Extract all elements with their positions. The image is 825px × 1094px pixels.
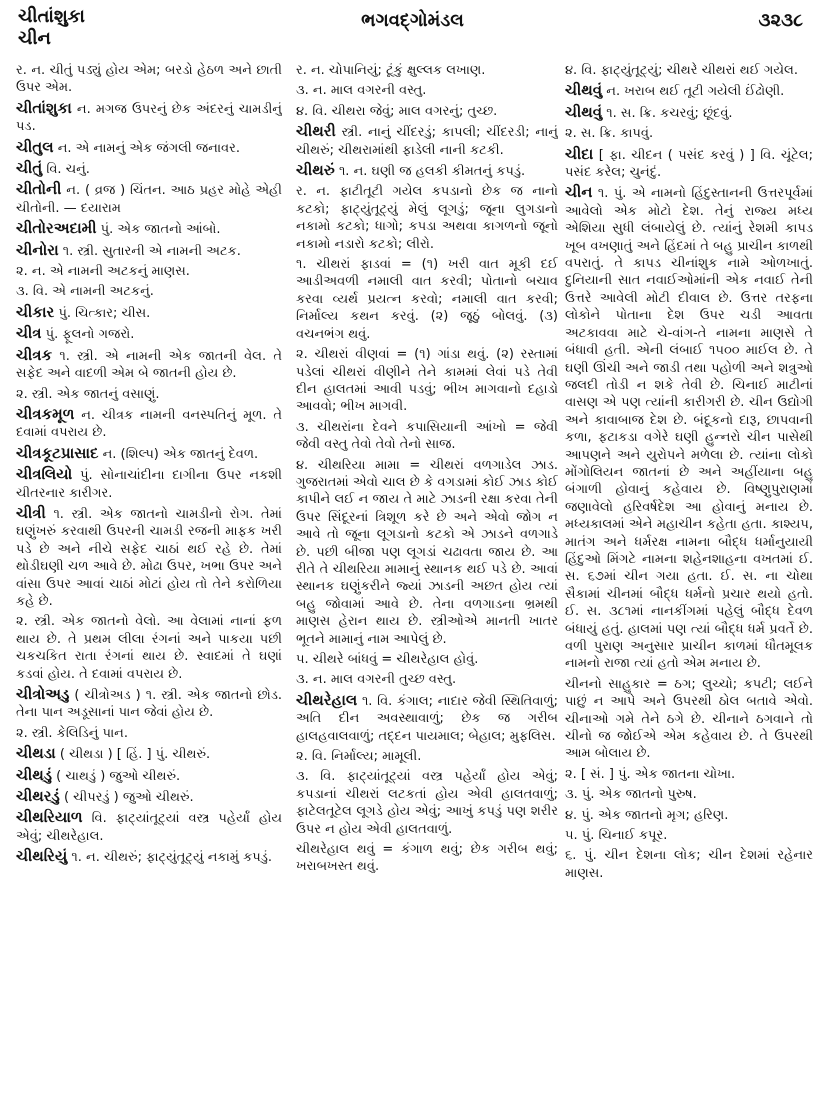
- entry-definition: ૨. સ્ત્રી. એક જાતનું વસાણું.: [16, 386, 160, 402]
- dictionary-entry: [16, 283, 282, 300]
- entry-headword: ચીતુલ: [16, 137, 54, 156]
- dictionary-entry: [16, 242, 282, 260]
- dictionary-entry: [16, 613, 282, 683]
- entry-headword: ચીથરેહાલ: [296, 690, 358, 709]
- entry-definition: ર. ન. ફાટીતૂટી ગયેલ કપડાનો છેક જ નાનો કટકો; ફાટ્યુંતૂટ્યું મેલું લૂગડું; જૂના લુગડાનો નકામો કટકો; ધાગો; કપડા અથવા કાગળનો જૂનો નકામો નડારો કટકો; લીરો.: [296, 184, 558, 252]
- dictionary-entry: [296, 103, 558, 120]
- entry-definition: ૩. વિ. ફાટ્યાંતૂટ્યાં વસ્ત્ર પહેર્યાં હોય એવું; કપડાનાં ચીથરાં લટકતાં હોય એવી હાલતવાળું; ફાટેલતૂટેલ લૂગડે હોય એવું; આખું કપડું પણ શરીર ઉપર ન હોય એવી હાલતવાળું.: [296, 769, 558, 837]
- entry-definition: ૩. ન. માલ વગરની તુચ્છ વસ્તુ.: [296, 672, 457, 688]
- entry-definition: ૧. વિ. કંગાલ; નાદાર જેવી સ્થિતિવાળું; અતિ દીન અવસ્થાવાળું; છેક જ ગરીબ હાલહવાલવાળું; તદ્દન પાયમાલ; બેહાલ; મુફલિસ.: [296, 693, 558, 744]
- guide-word-first: ચીતાંશુકા: [18, 6, 85, 27]
- entry-headword: ચીત્રોઅડુ: [16, 685, 70, 703]
- entry-definition: વિ. ચનું.: [46, 162, 90, 178]
- dictionary-entry: [16, 466, 282, 502]
- dictionary-entry: [296, 82, 558, 99]
- entry-definition: ૩. વિ. એ નામની અટકનું.: [16, 284, 154, 300]
- dictionary-entry: [296, 256, 558, 343]
- dictionary-entry: [296, 651, 558, 668]
- entry-definition: ૪. પું. એક જાતનો મૃગ; હરિણ.: [565, 807, 729, 823]
- entry-headword: ચીત્રલિયો: [16, 465, 73, 484]
- entry-definition: ૧. ન. ઘણી જ હલકી કીમતનું કપડું.: [338, 164, 526, 180]
- entry-definition: ૪. વિ. ચીથરા જેવું; માલ વગરનું; તુચ્છ.: [296, 103, 498, 119]
- dictionary-entry: [296, 183, 558, 253]
- entry-definition: ૧. સ્ત્રી. સુતારની એ નામની અટક.: [62, 243, 241, 259]
- dictionary-entry: [16, 62, 282, 97]
- entry-definition: ૨. ન. એ નામની અટકનું માણસ.: [16, 264, 190, 280]
- dictionary-entry: [565, 82, 813, 100]
- dictionary-entry: [16, 745, 282, 763]
- dictionary-entry: [16, 406, 282, 442]
- dictionary-entry: [565, 62, 813, 79]
- entry-headword: ચીથરિયાળ: [16, 808, 83, 827]
- entry-headword: ચીતોની: [16, 180, 62, 199]
- dictionary-entry: [296, 841, 558, 876]
- dictionary-entry: [16, 788, 282, 806]
- entry-definition: ૨. [ સં. ] પું. એક જાતના ચોખા.: [565, 766, 736, 782]
- entry-definition: ( ચીત્રોઅડ ) ૧. સ્ત્રી. એક જાતનો છોડ. તેના પાન અડૂસાનાં પાન જેવાં હોય છે.: [16, 688, 282, 721]
- entry-headword: ચીથડા: [16, 744, 56, 763]
- guide-word-second: ચીન: [18, 28, 51, 49]
- entry-headword: ચીતું: [16, 159, 43, 178]
- entry-definition: ન. ( વ્રજ ) ચિંતન. આઠ પ્રહર મોહે એહી ચીતોની. — દયારામ: [16, 183, 282, 216]
- entry-definition: વિ. ફાટ્યાંતૂટ્યાં વસ્ત્ર પહેર્યાં હોય એવું; ચીથરેહાલ.: [16, 811, 282, 844]
- entry-definition: ( ચાથડું ) જુઓ ચીથરું.: [56, 768, 181, 784]
- entry-headword: ચીથરું: [296, 161, 335, 180]
- dictionary-entry: [16, 767, 282, 785]
- entry-definition: પું. ચિત્કાર; ચીસ.: [58, 305, 151, 321]
- entry-definition: ૧. ચીથરાં ફાડવાં = (૧) ખરી વાત મૂકી દઈ આડીઅવળી નમાલી વાત કરવી; પોતાનો બચાવ કરવા વ્યર્થ પ્રયત્ન કરવો; નમાલી વાત કરવી; નિર્માલ્ય કથન કરવું. (૨) જૂઠું બોલવું. (૩) વચનભંગ થવું.: [296, 257, 558, 342]
- entry-definition: ૫. પું. ચિનાઈ કપૂર.: [565, 828, 668, 844]
- column-3: [565, 62, 813, 1090]
- entry-definition: ૧. સ. ક્રિ. કચરવું; છૂંદવું.: [606, 105, 733, 121]
- entry-headword: ચીત્રકૂટપ્રાસાદ: [16, 443, 99, 462]
- entry-definition: પું. એક જાતનો આંબો.: [100, 222, 221, 238]
- entry-headword: ચીતોરઅદામી: [16, 219, 97, 238]
- entry-definition: ૨. સ. ક્રિ. કાપવું.: [565, 126, 654, 142]
- entry-definition: ન. ખરાબ થઈ તૂટી ગયેલી ઈંઢોણી.: [606, 84, 785, 100]
- entry-headword: ચીત્રી: [16, 503, 46, 522]
- dictionary-entry: [565, 847, 813, 882]
- entry-headword: ચીત્ર: [16, 324, 42, 343]
- dictionary-entry: [16, 263, 282, 280]
- entry-headword: ચીનોરા: [16, 240, 59, 259]
- dictionary-entry: [565, 807, 813, 824]
- entry-headword: ચીતાંશુકા: [16, 98, 72, 117]
- book-title: ભગવદ્ગોમંડલ: [361, 10, 464, 31]
- entry-definition: ૨. સ્ત્રી. એક જાતનો વેલો. આ વેલામાં નાનાં ફળ થાય છે. તે પ્રથમ લીલા રંગનાં અને પાકયા પછી ચકચકિત રાતા રંગનાં થાય છે. સ્વાદમાં તે ઘણાં કડવાં હોય. તે દવામાં વપરાય છે.: [16, 614, 282, 682]
- dictionary-entry: [565, 104, 813, 122]
- entry-definition: ન. (શિલ્પ) એક જાતનું દેવળ.: [102, 446, 259, 462]
- entry-definition: ન. ચીત્રક નામની વનસ્પતિનું મૂળ. તે દવામાં વપરાય છે.: [16, 407, 282, 441]
- dictionary-entry: [16, 725, 282, 742]
- dictionary-entry: [296, 748, 558, 765]
- entry-definition: ૬. પું. ચીન દેશના લોક; ચીન દેશમાં રહેનાર માણસ.: [565, 848, 813, 881]
- entry-headword: ચીથરડું: [16, 787, 60, 806]
- column-1: [16, 62, 282, 1090]
- dictionary-entry: [16, 386, 282, 403]
- entry-definition: ૧. સ્ત્રી. એ નામની એક જાતની વેલ. તે સફેદ અને વાદળી એમ બે જાતની હોય છે.: [16, 348, 282, 382]
- entry-definition: ન. એ નામનું એક જંગલી જનાવર.: [57, 140, 240, 156]
- dictionary-entry: [565, 786, 813, 803]
- dictionary-entry: [16, 220, 282, 238]
- entry-definition: સ્ત્રી. નાનું ચીંદરડું; કાપલી; ચીંદરડી; નાનું ચીથરું; ચીથરામાંથી ફાડેલી નાની કટકી.: [296, 125, 558, 158]
- entry-definition: ર. ન. ચોપાનિયું; ટૂંકું ક્ષુલ્લક લખાણ.: [296, 63, 486, 78]
- dictionary-entry: [16, 809, 282, 845]
- entry-definition: ૩. ચીથરાંના દેવને કપાસિયાની આંખો = જેવી જેવી વસ્તુ તેવો તેવો તેનો સાજ.: [296, 419, 558, 453]
- dictionary-entry: [16, 100, 282, 136]
- entry-headword: ચીથવું: [565, 102, 603, 121]
- entry-definition: ૫. ચીથરે બાંધવું = ચીથરેહાલ હોવું.: [296, 652, 479, 667]
- dictionary-entry: [296, 671, 558, 688]
- dictionary-entry: [16, 181, 282, 217]
- entry-definition: ( ચીથડા ) [ હિં. ] પું. ચીથરું.: [59, 747, 211, 763]
- entry-definition: ( ચીપરડું ) જુઓ ચીથરું.: [63, 790, 194, 806]
- dictionary-entry: [16, 445, 282, 463]
- entry-definition: ન. મગજ ઉપરનું છેક અંદરનું ચામડીનું પડ.: [16, 101, 282, 135]
- entry-definition: [ ફા. ચીદન ( પસંદ કરવું ) ] વિ. ચૂંટેલ; પસંદ કરેલ; ચુનંદું.: [565, 147, 813, 181]
- entry-definition: ૨. ચીથરાં વીણવાં = (૧) ગાંડા થવું. (૨) રસ્તામાં પડેલાં ચીથરાં વીણીને તેને કામમાં લેવાં પડે તેવી દીન હાલતમાં આવી પડવું; ભીખ માગવાનો દહાડો આવવો; ભીખ માગવી.: [296, 347, 558, 415]
- dictionary-entry: [565, 146, 813, 182]
- dictionary-entry: [296, 419, 558, 454]
- dictionary-entry: [296, 346, 558, 416]
- dictionary-entry: [16, 848, 282, 866]
- entry-definition: ચીથરેહાલ થવું = કંગાળ થવું; છેક ગરીબ થવું; ખરાબખસ્ત થવું.: [296, 842, 558, 875]
- page-number: ૩૨૩૮: [758, 10, 803, 31]
- dictionary-entry: [296, 692, 558, 745]
- entry-headword: ચીથરિયું: [16, 847, 68, 866]
- entry-headword: ચીકાર: [16, 302, 55, 321]
- dictionary-entry: [296, 457, 558, 648]
- entry-headword: ચીન: [565, 183, 593, 202]
- dictionary-entry: [16, 505, 282, 610]
- entry-definition: ૧. પું. એ નામનો હિંદુસ્તાનની ઉત્તરપૂર્વમાં આવેલો એક મોટો દેશ. તેનું રાજ્ય મધ્ય એશિયા સુધી લંબાયેલું છે. ત્યાંનું રેશમી કાપડ ખૂબ વખણાતું અને હિંદમાં તે બહુ પ્રાચીન કાળથી વપરાતું. તે કાપડ ચીનાંશુક નામે ઓળખાતું. દુનિયાની સાત નવાઈઓમાંની એક નવાઈ તેની ઉત્તરે આવેલી મોટી દીવાલ છે. ઉત્તર તરફના લોકોને પોતાના દેશ ઉપર ચડી આવતા અટકાવવા માટે ચે-વાંગ-તે નામના માણસે તે બંધાવી હતી. એની લંબાઈ ૧૫૦૦ માઈલ છે. તે ઘણી ઊંચી અને જાડી તથા પહોળી અને શત્રુઓ જલદી તોડી ન શકે તેવી છે. ચિનાઈ માટીનાં વાસણ એ પણ ત્યાંની કારીગરી છે. ચીન ઉદ્યોગી અને કાવાબાજ દેશ છે. બંદૂકનો દારૂ, છાપવાની કળા, ફટાકડા વગેરે ઘણી હુન્નરો ચીન પાસેથી આપણને અને યુરોપને મળેલા છે. ત્યાંના લોકો મોંગોલિયન જાતનાં છે અને અહીંયાના બહુ બંગાળી હોવાનું કહેવાય છે. વિષ્ણુપુરાણમાં જણાવેલો હરિવર્ષદેશ આ હોવાનું મનાય છે. મધ્યકાલમાં એને મહાચીન કહેતા હતા. કાશ્યપ, માતંગ અને ધર્મરક્ષ નામના બૌદ્ધ ધર્માનુયાયી હિંદુઓ મિંગટે નામના શહેનશાહના વખતમાં ઈ. સ. ૬૭માં ચીન ગયા હતા. ઈ. સ. ના ચોથા સૈકામાં ચીનમાં બૌદ્ધ ધર્મનો પ્રચાર થયો હતો. ઈ. સ. ૩૮૧માં નાનકીંગમાં પહેલું બૌદ્ધ દેવળ બંધાયું હતું. હાલમાં પણ ત્યાં બૌદ્ધ ધર્મ પ્રવર્તે છે. વળી પુરાણ અનુસાર પ્રાચીન કાળમાં ધૌતમૂલક નામનો રાજા ત્યાં હતો એમ મનાય છે.: [565, 186, 813, 672]
- entry-definition: ૧. ન. ચીથરું; ફાટ્યુંતૂટ્યું નકામું કપડું.: [71, 850, 272, 866]
- dictionary-entry: [565, 827, 813, 844]
- entry-definition: ૧. સ્ત્રી. એક જાતનો ચામડીનો રોગ. તેમાં ઘણુંખરું કરવાથી ઉપરની ચામડી રજની માફક ખરી પડે છે અને નીચે સફેદ ચાઠાં થઈ રહે છે. તેમાં થોડીઘણી ચળ આવે છે. મોઢા ઉપર, ખભા ઉપર અને વાંસા ઉપર આવાં ચાઠાં મોટાં હોય તો તેને કરોળિયા કહે છે.: [16, 506, 282, 609]
- dictionary-entry: [16, 686, 282, 722]
- entry-headword: ચીથવું: [565, 81, 603, 100]
- dictionary-entry: [16, 304, 282, 322]
- entry-headword: ચીદા: [565, 144, 594, 163]
- entry-definition: ૪. વિ. ફાટ્યુંતૂટ્યું; ચીથરે ચીથરાં થઈ ગયેલ.: [565, 63, 798, 78]
- dictionary-entry: [16, 325, 282, 343]
- dictionary-entry: [565, 766, 813, 783]
- dictionary-entry: [296, 123, 558, 159]
- entry-definition: ચીનનો સાહુકાર = ઠગ; લુચ્ચો; કપટી; લઈને પાછું ન આપે અને ઉપરથી ઠોલ બતાવે એવો. ચીનાઓ ગમે તેને ઠગે છે. ચીનાને ઠગવાને તો ચીનો જ જોઈએ એમ કહેવાય છે. તે ઉપરથી આમ બોલાય છે.: [565, 676, 813, 762]
- dictionary-entry: [16, 160, 282, 178]
- entry-definition: ૩. પું. એક જાતનો પુરુષ.: [565, 787, 697, 803]
- entry-definition: પું. ફૂલનો ગજરો.: [45, 327, 135, 343]
- entry-definition: પું. સોનાચાંદીના દાગીના ઉપર નકશી ચીતરનાર કારીગર.: [16, 468, 282, 501]
- entry-definition: ૩. ન. માલ વગરની વસ્તુ.: [296, 83, 427, 99]
- entry-definition: ૪. ચીથરિયા મામા = ચીથરાં વળગાડેલ ઝાડ. ગુજરાતમાં એવો ચાલ છે કે વગડામાં કોઈ ઝાડ કોઈ કાપીને લઈ ન જાય તે માટે ઝાડની રક્ષા કરવા તેની ઉપર સિંદૂરનાં ત્રિશૂળ કરે છે અને એવો જોગ ન આવે તો જૂના લૂગડાનો કટકો એ ઝાડને વળગાડે છે. પછી બીજા પણ લૂગડાં ચઢાવતા જાય છે. આ રીતે તે ચીથરિયા મામાનું સ્થાનક થઈ પડે છે. આવાં સ્થાનક ઘણુંકરીને જ્યાં ઝાડની અછત હોય ત્યાં બહુ જોવામાં આવે છે. તેના વળગાડના ભ્રમથી માણસ હેરાન થાય છે. સ્ત્રીઓએ માનતી ખાતર ભૂતને મામાનું નામ આપેલું છે.: [296, 457, 558, 647]
- dictionary-entry: [565, 184, 813, 672]
- dictionary-entry: [16, 347, 282, 383]
- dictionary-entry: [16, 139, 282, 157]
- entry-headword: ચીત્રક: [16, 345, 53, 364]
- entry-definition: ૨. વિ. નિર્માલ્ય; મામૂલી.: [296, 749, 422, 765]
- page-header: [0, 0, 825, 62]
- column-2: [296, 62, 558, 1090]
- entry-definition: ૨. સ્ત્રી. કેલિડિનું પાન.: [16, 725, 128, 741]
- dictionary-entry: [565, 125, 813, 142]
- entry-definition: ર. ન. ચીતું પડ્યું હોય એમ; બરડો હેઠળ અને છાતી ઉપર એમ.: [16, 63, 282, 96]
- entry-headword: ચીથરી: [296, 122, 336, 141]
- dictionary-entry: [296, 768, 558, 838]
- dictionary-entry: [296, 162, 558, 180]
- entry-headword: ચીત્રકમૂળ: [16, 404, 75, 423]
- dictionary-entry: [296, 62, 558, 79]
- dictionary-entry: [565, 676, 813, 763]
- entry-headword: ચીથડું: [16, 765, 53, 784]
